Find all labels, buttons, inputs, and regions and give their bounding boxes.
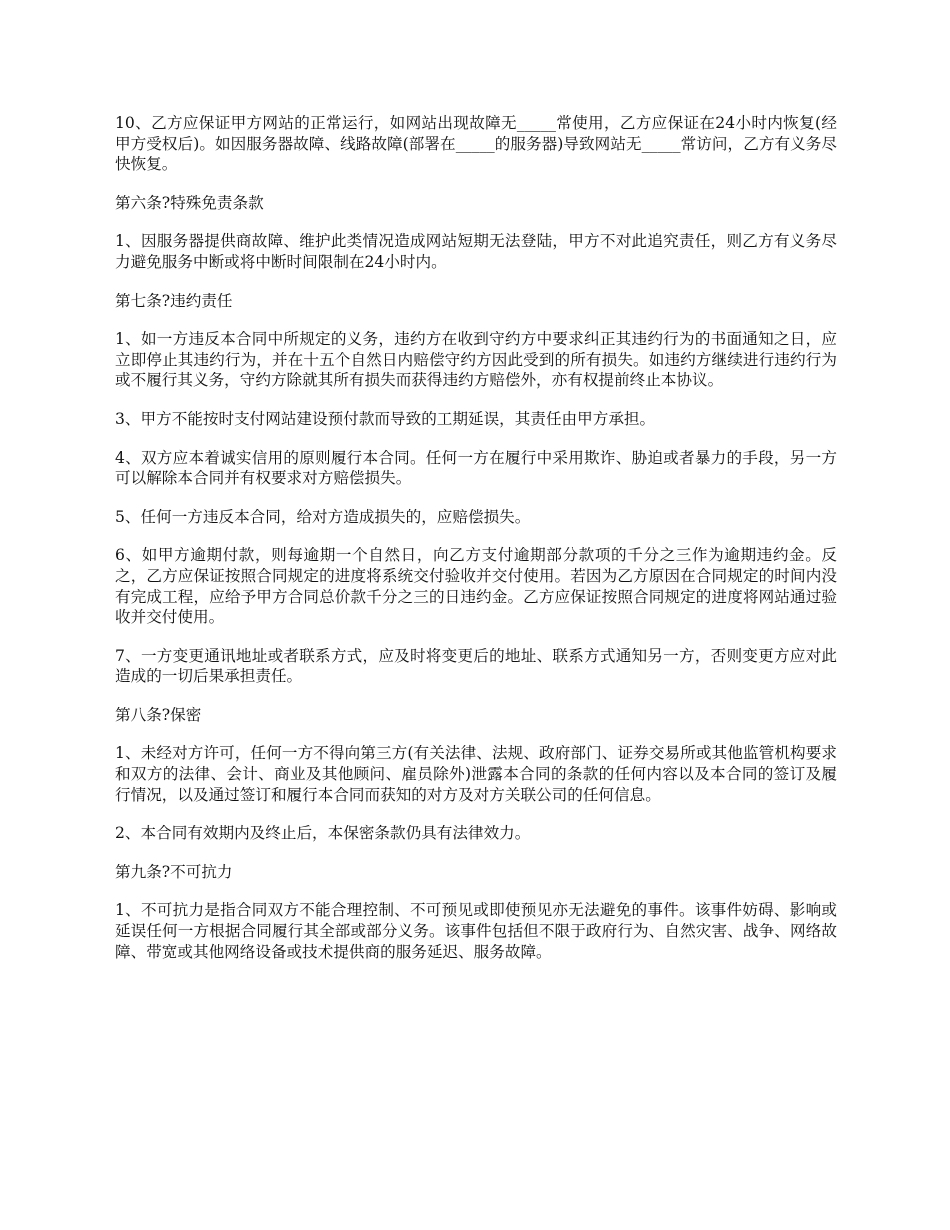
clause-paragraph: 10、乙方应保证甲方网站的正常运行，如网站出现故障无_____常使用，乙方应保证在24小时内恢复(经甲方受权后)。如因服务器故障、线路故障(部署在_____的服务器)导致网站无_____常访问，乙方有义务尽快恢复。 xyxy=(115,114,837,174)
document-body xyxy=(115,113,837,980)
section-heading: 第八条?保密 xyxy=(115,705,202,724)
section-heading: 第六条?特殊免责条款 xyxy=(115,193,264,212)
clause-paragraph: 6、如甲方逾期付款，则每逾期一个自然日，向乙方支付逾期部分款项的千分之三作为逾期违约金。反之，乙方应保证按照合同规定的进度将系统交付验收并交付使用。若因为乙方原因在合同规定的时间内没有完成工程，应给予甲方合同总价款千分之三的日违约金。乙方应保证按照合同规定的进度将网站通过验收并交付使用。 xyxy=(115,546,837,627)
section-heading: 第七条?违约责任 xyxy=(115,291,233,310)
clause-paragraph: 4、双方应本着诚实信用的原则履行本合同。任何一方在履行中采用欺诈、胁迫或者暴力的手段，另一方可以解除本合同并有权要求对方赔偿损失。 xyxy=(115,448,837,488)
clause-paragraph: 2、本合同有效期内及终止后，本保密条款仍具有法律效力。 xyxy=(115,824,531,843)
clause-paragraph: 5、任何一方违反本合同，给对方造成损失的，应赔偿损失。 xyxy=(115,507,531,526)
clause-paragraph: 1、不可抗力是指合同双方不能合理控制、不可预见或即使预见亦无法避免的事件。该事件妨碍、影响或延误任何一方根据合同履行其全部或部分义务。该事件包括但不限于政府行为、自然灾害、战争、网络故障、带宽或其他网络设备或技术提供商的服务延迟、服务故障。 xyxy=(115,901,837,961)
clause-paragraph: 1、因服务器提供商故障、维护此类情况造成网站短期无法登陆，甲方不对此追究责任，则乙方有义务尽力避免服务中断或将中断时间限制在24小时内。 xyxy=(115,232,837,271)
clause-paragraph: 3、甲方不能按时支付网站建设预付款而导致的工期延误，其责任由甲方承担。 xyxy=(115,409,656,428)
clause-paragraph: 1、未经对方许可，任何一方不得向第三方(有关法律、法规、政府部门、证券交易所或其他监管机构要求和双方的法律、会计、商业及其他顾问、雇员除外)泄露本合同的条款的任何内容以及本合同的签订及履行情况，以及通过签订和履行本合同而获知的对方及对方关联公司的任何信息。 xyxy=(115,744,837,804)
clause-paragraph: 1、如一方违反本合同中所规定的义务，违约方在收到守约方中要求纠正其违约行为的书面通知之日，应立即停止其违约行为，并在十五个自然日内赔偿守约方因此受到的所有损失。如违约方继续进行违约行为或不履行其义务，守约方除就其所有损失而获得违约方赔偿外，亦有权提前终止本协议。 xyxy=(115,330,837,390)
section-heading: 第九条?不可抗力 xyxy=(115,862,233,881)
clause-paragraph: 7、一方变更通讯地址或者联系方式，应及时将变更后的地址、联系方式通知另一方，否则变更方应对此造成的一切后果承担责任。 xyxy=(115,646,837,686)
